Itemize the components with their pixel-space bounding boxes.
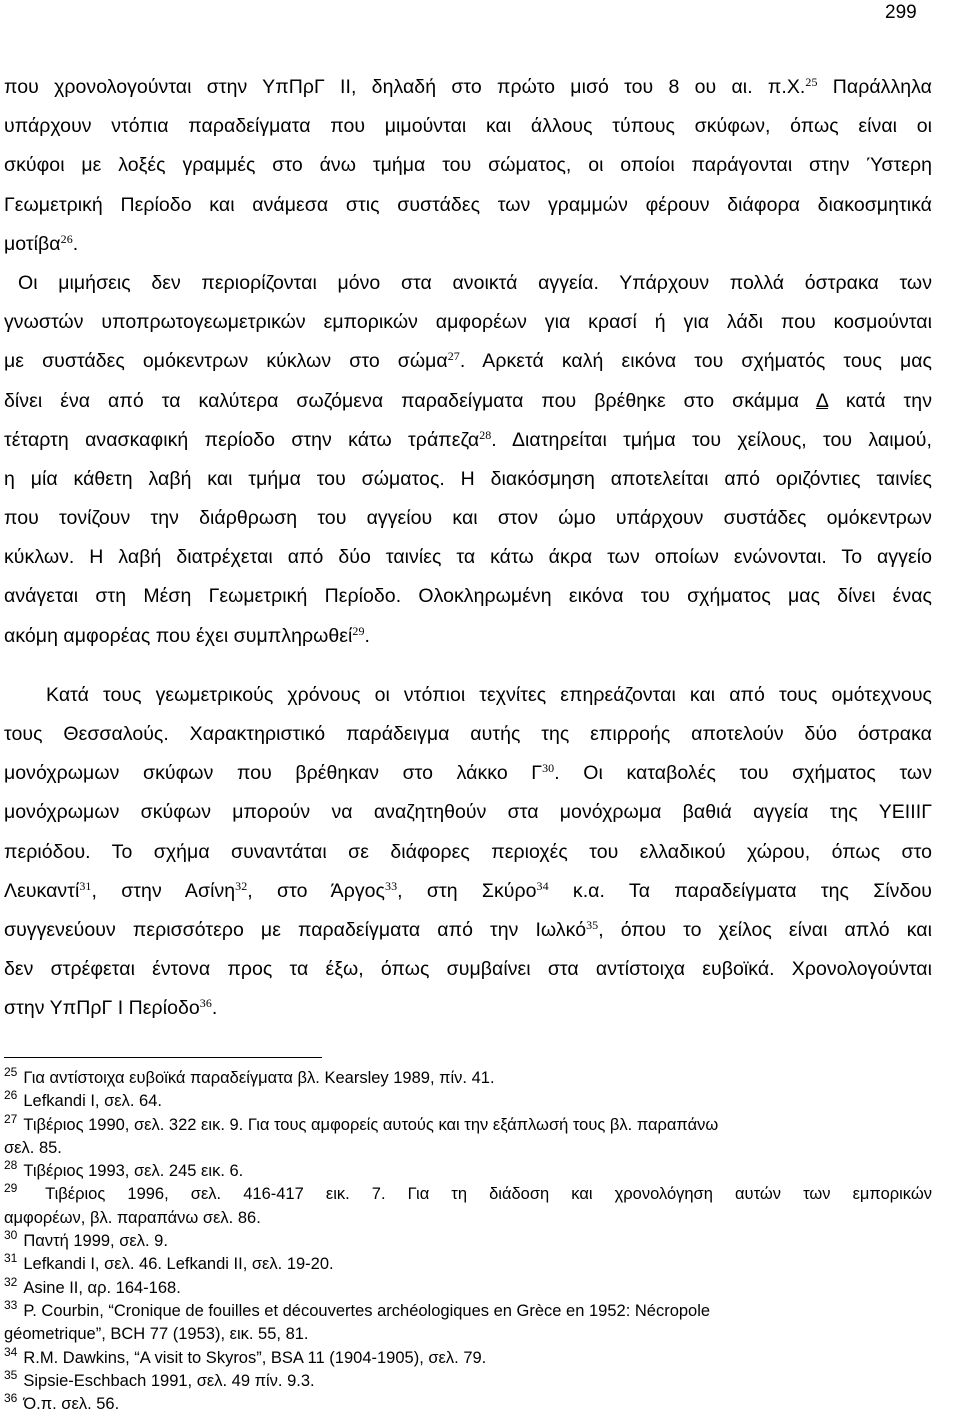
footnote: $^{25}$ Για αντίστοιχα ευβοϊκά παραδείγματα βλ. Kearsley 1989, πίν. 41. <box>4 1065 495 1087</box>
footnote-ref[interactable]: 35 <box>586 917 599 932</box>
footnote-number: 26 <box>4 1088 18 1103</box>
text-line: που χρονολογούνται στην ΥπΠρΓ ΙΙ, δηλαδή στο πρώτο μισό του 8 ου αι. π.Χ.$^{25}$ Παράλληλα <box>4 75 932 98</box>
text-line: δεν στρέφεται έντονα προς τα έξω, όπως συμβαίνει στα αντίστοιχα ευβοϊκά. Χρονολογούνται <box>4 958 932 981</box>
text-line: ανάγεται στη Μέση Γεωμετρική Περίοδο. Ολοκληρωμένη εικόνα του σχήματος μας δίνει ένας <box>4 585 932 608</box>
footnote-number: 27 <box>4 1111 18 1126</box>
footnote-number: 25 <box>4 1065 18 1079</box>
footnote-ref[interactable]: 29 <box>352 623 365 638</box>
footnote-ref[interactable]: 25 <box>805 75 818 89</box>
text-line: Οι μιμήσεις δεν περιορίζονται μόνο στα ανοικτά αγγεία. Υπάρχουν πολλά όστρακα των <box>18 271 932 294</box>
footnote-number: 34 <box>4 1344 18 1359</box>
text-line: στην ΥπΠρΓ Ι Περίοδο$^{36}$. <box>4 996 218 1020</box>
text-line: τους Θεσσαλούς. Χαρακτηριστικό παράδειγμα αυτής της επιρροής αποτελούν δύο όστρακα <box>4 723 932 745</box>
footnote-number: 31 <box>4 1251 18 1266</box>
main-text <box>4 68 932 1029</box>
footnote-number: 28 <box>4 1158 18 1173</box>
footnote: $^{26}$ Lefkandi I, σελ. 64. <box>4 1088 162 1111</box>
text-line: ακόμη αμφορέας που έχει συμπληρωθεί$^{29}$. <box>4 623 370 647</box>
footnote-number: 32 <box>4 1274 18 1289</box>
footnote: $^{36}$ Ό.π. σελ. 56. <box>4 1391 120 1414</box>
footnote-number: 35 <box>4 1367 18 1382</box>
footnote: $^{33}$ P. Courbin, “Cronique de fouilles et découvertes archéologiques en Grèce en 1952: Nécropole <box>4 1297 711 1320</box>
text-line: με συστάδες ομόκεντρων κύκλων στο σώμα$^{27}$. Αρκετά καλή εικόνα του σχήματός τους μας <box>4 349 933 373</box>
underlined-letter: Δ <box>815 389 828 412</box>
footnote-ref[interactable]: 31 <box>79 878 92 893</box>
footnote-ref[interactable]: 33 <box>385 878 398 893</box>
page-number: 299 <box>885 2 917 23</box>
footnote-ref[interactable]: 36 <box>199 996 212 1011</box>
text-line: δίνει ένα από τα καλύτερα σωζόμενα παραδείγματα που βρέθηκε στο σκάμμα Δ κατά την <box>4 389 932 412</box>
text-line: κύκλων. Η λαβή διατρέχεται από δύο ταινίες τα κάτω άκρα των οποίων ενώνονται. Το αγγείο <box>4 546 932 569</box>
footnote-number: 30 <box>4 1228 18 1243</box>
footnotes <box>4 1067 932 1416</box>
text-line: μονόχρωμων σκύφων που βρέθηκαν στο λάκκο $\Gamma^{30}$. Οι καταβολές του σχήματος των <box>4 761 932 785</box>
footnote: $^{35}$ Sipsie-Eschbach 1991, σελ. 49 πίν. 9.3. <box>4 1367 315 1390</box>
footnote: $^{29}$ Τιβέριος 1996, σελ. 416-417 εικ. 7. Για τη διάδοση και χρονολόγηση αυτών των εμπορικών <box>4 1181 932 1204</box>
footnote-continuation: géometrique”, BCH 77 (1953), εικ. 55, 81. <box>4 1325 309 1344</box>
text-line: Λευκαντί$^{31}$, στην Ασίνη$^{32}$, στο Άργος$^{33}$, στη Σκύρο$^{34}$ κ.α. Τα παραδείγματα της Σίνδου <box>4 878 932 902</box>
footnote-ref[interactable]: 28 <box>479 427 492 442</box>
text-line: Κατά τους γεωμετρικούς χρόνους οι ντόπιοι τεχνίτες επηρεάζονται και από τους ομότεχνους <box>46 683 932 706</box>
footnote-ref[interactable]: 30 <box>542 761 555 776</box>
footnote: $^{30}$ Παντή 1999, σελ. 9. <box>4 1228 168 1251</box>
footnote-ref[interactable]: 27 <box>447 349 460 364</box>
text-line: γνωστών υποπρωτογεωμετρικών εμπορικών αμφορέων για κρασί ή για λάδι που κοσμούνται <box>4 311 932 334</box>
footnote-number: 33 <box>4 1297 18 1312</box>
footnote-separator <box>4 1057 322 1058</box>
text-line: Γεωμετρική Περίοδο και ανάμεσα στις συστάδες των γραμμών φέρουν διάφορα διακοσμητικά <box>4 193 932 216</box>
footnote-ref[interactable]: 26 <box>60 231 73 246</box>
text-line: υπάρχουν ντόπια παραδείγματα που μιμούνται και άλλους τύπους σκύφων, όπως είναι οι <box>4 115 932 138</box>
footnote: $^{27}$ Τιβέριος 1990, σελ. 322 εικ. 9. Για τους αμφορείς αυτούς και την εξάπλωσή τους βλ. παραπάνω <box>4 1111 719 1134</box>
text-line: μοτίβα$^{26}$. <box>4 231 79 255</box>
footnote: $^{28}$ Τιβέριος 1993, σελ. 245 εικ. 6. <box>4 1158 244 1181</box>
footnote-number: 36 <box>4 1391 18 1406</box>
text-line: τέταρτη ανασκαφική περίοδο στην κάτω τράπεζα$^{28}$. Διατηρείται τμήμα του χείλους, του λαιμού, <box>4 427 932 451</box>
text-line: συγγενεύουν περισσότερο με παραδείγματα από την Ιωλκό$^{35}$, όπου το χείλος είναι απλό και <box>4 917 932 941</box>
footnote-continuation: αμφορέων, βλ. παραπάνω σελ. 86. <box>4 1208 261 1227</box>
text-line: που τονίζουν την διάρθρωση του αγγείου και στον ώμο υπάρχουν συστάδες ομόκεντρων <box>4 507 932 530</box>
footnote: $^{34}$ R.M. Dawkins, “A visit to Skyros”, BSA 11 (1904-1905), σελ. 79. <box>4 1344 487 1367</box>
text-line: περιόδου. Το σχήμα συναντάται σε διάφορες περιοχές του ελλαδικού χώρου, όπως στο <box>4 840 932 863</box>
footnote-number: 29 <box>4 1181 18 1196</box>
text-line: η μία κάθετη λαβή και τμήμα του σώματος. Η διακόσμηση αποτελείται από οριζόντιες ταινίες <box>4 467 932 490</box>
footnote-ref[interactable]: 34 <box>536 878 549 893</box>
text-line: σκύφοι με λοξές γραμμές στο άνω τμήμα του σώματος, οι οποίοι παράγονται στην Ύστερη <box>4 154 932 177</box>
footnote: $^{32}$ Asine II, αρ. 164-168. <box>4 1274 181 1297</box>
text-line: μονόχρωμων σκύφων μπορούν να αναζητηθούν στα μονόχρωμα βαθιά αγγεία της ΥΕΙΙΙΓ <box>4 801 932 824</box>
footnote-ref[interactable]: 32 <box>235 878 248 893</box>
footnote-continuation: σελ. 85. <box>4 1138 62 1157</box>
footnote: $^{31}$ Lefkandi I, σελ. 46. Lefkandi II, σελ. 19-20. <box>4 1251 334 1274</box>
